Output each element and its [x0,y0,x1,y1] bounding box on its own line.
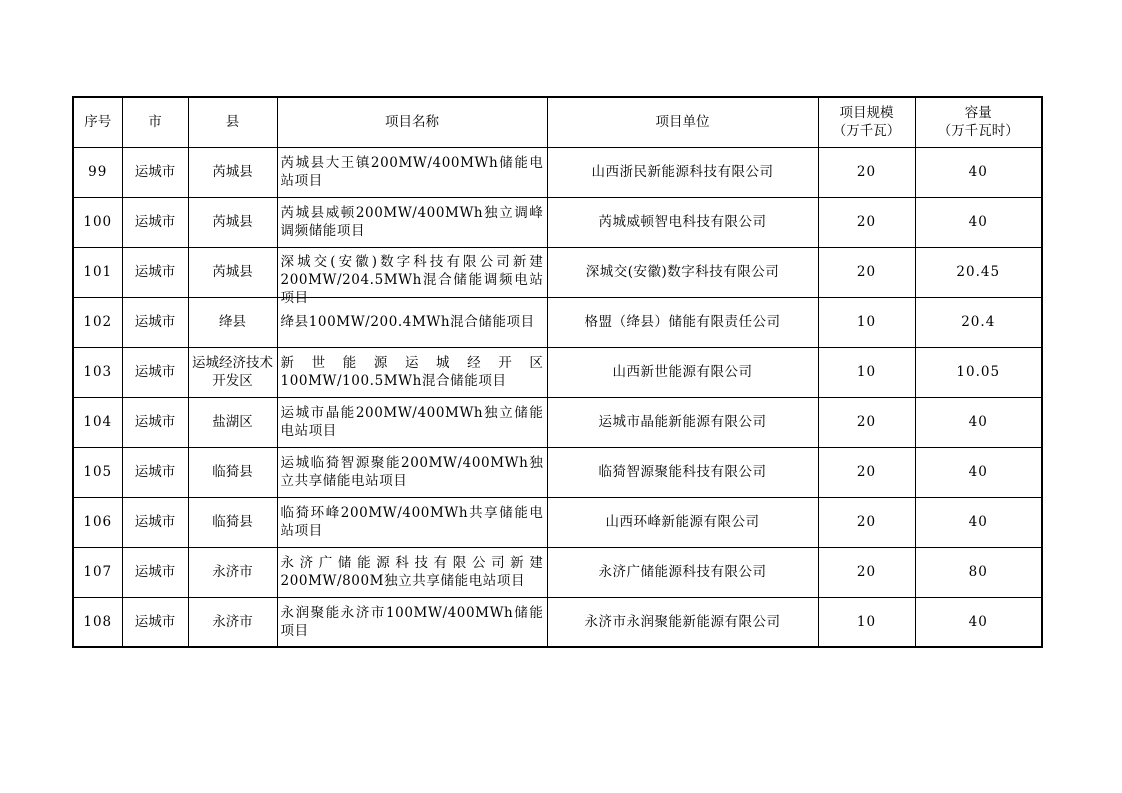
cell-project-unit: 山西环峰新能源有限公司 [547,497,818,547]
table-row [73,197,1042,247]
cell-scale: 20 [818,497,915,547]
cell-scale: 20 [818,547,915,597]
table-row [73,397,1042,447]
cell-county: 临猗县 [188,497,277,547]
cell-city: 运城市 [122,147,188,197]
table-row [73,147,1042,197]
cell-capacity: 20.45 [915,247,1042,297]
cell-seq: 104 [73,397,122,447]
header-city: 市 [122,97,188,147]
cell-capacity: 80 [915,547,1042,597]
project-name-text: 运城市晶能200MW/400MWh独立储能电站项目 [280,405,544,439]
cell-project-unit: 格盟（绛县）储能有限责任公司 [547,297,818,347]
cell-scale: 20 [818,247,915,297]
project-name-text: 运城临猗智源聚能200MW/400MWh独立共享储能电站项目 [280,455,544,489]
cell-project-unit: 永济市永润聚能新能源有限公司 [547,597,818,647]
table-row [73,247,1042,297]
project-name-text: 芮城县大王镇200MW/400MWh储能电站项目 [280,155,544,189]
table-row [73,347,1042,397]
cell-capacity: 40 [915,197,1042,247]
cell-seq: 108 [73,597,122,647]
project-name-text: 临猗环峰200MW/400MWh共享储能电站项目 [280,505,544,539]
cell-capacity: 40 [915,397,1042,447]
cell-scale: 10 [818,347,915,397]
table-row [73,497,1042,547]
cell-city: 运城市 [122,297,188,347]
cell-seq: 102 [73,297,122,347]
cell-capacity: 40 [915,147,1042,197]
cell-project-unit: 永济广储能源科技有限公司 [547,547,818,597]
cell-scale: 20 [818,447,915,497]
cell-county: 永济市 [188,597,277,647]
cell-county: 临猗县 [188,447,277,497]
cell-project-name [277,397,547,447]
header-project-name: 项目名称 [277,97,547,147]
cell-project-unit: 芮城威顿智电科技有限公司 [547,197,818,247]
project-name-text: 芮城县威顿200MW/400MWh独立调峰调频储能项目 [280,205,544,239]
cell-project-name [277,197,547,247]
table-row [73,447,1042,497]
cell-capacity: 40 [915,597,1042,647]
cell-city: 运城市 [122,247,188,297]
cell-county: 芮城县 [188,247,277,297]
cell-county: 芮城县 [188,197,277,247]
cell-county: 绛县 [188,297,277,347]
cell-project-unit: 运城市晶能新能源有限公司 [547,397,818,447]
cell-project-name [277,547,547,597]
cell-capacity: 10.05 [915,347,1042,397]
cell-capacity: 20.4 [915,297,1042,347]
cell-project-name [277,447,547,497]
cell-seq: 105 [73,447,122,497]
header-seq: 序号 [73,97,122,147]
cell-scale: 20 [818,197,915,247]
cell-project-unit: 深城交(安徽)数字科技有限公司 [547,247,818,297]
cell-county [188,347,277,397]
header-capacity [915,97,1042,147]
cell-project-name [277,347,547,397]
header-capacity-unit: （万千瓦时） [937,123,1019,140]
cell-seq: 107 [73,547,122,597]
project-name-text: 永润聚能永济市100MW/400MWh储能项目 [280,604,544,639]
header-project-unit: 项目单位 [547,97,818,147]
cell-project-unit: 山西新世能源有限公司 [547,347,818,397]
cell-project-unit: 临猗智源聚能科技有限公司 [547,447,818,497]
project-name-text: 永济广储能源科技有限公司新建200MW/800M独立共享储能电站项目 [280,555,544,589]
header-scale [818,97,915,147]
cell-seq: 101 [73,247,122,297]
cell-project-name [277,597,547,647]
cell-capacity: 40 [915,497,1042,547]
county-text: 运城经济技术开发区 [192,355,273,389]
project-name-text: 新世能源运城经开区100MW/100.5MWh混合储能项目 [280,355,544,389]
cell-seq: 106 [73,497,122,547]
cell-county: 盐湖区 [188,397,277,447]
cell-city: 运城市 [122,347,188,397]
header-scale-label: 项目规模 [839,105,894,122]
cell-project-name [277,297,547,347]
header-scale-unit: （万千瓦） [832,123,901,140]
table-header-row [73,97,1042,147]
cell-project-name [277,247,547,306]
table-row [73,597,1042,647]
cell-city: 运城市 [122,397,188,447]
project-name-text: 深城交(安徽)数字科技有限公司新建200MW/204.5MWh混合储能调频电站项目 [280,254,544,306]
cell-scale: 20 [818,397,915,447]
table-row [73,547,1042,597]
cell-capacity: 40 [915,447,1042,497]
cell-seq: 99 [73,147,122,197]
cell-county: 芮城县 [188,147,277,197]
cell-city: 运城市 [122,597,188,647]
cell-seq: 103 [73,347,122,397]
energy-storage-project-table [72,96,1043,648]
cell-scale: 10 [818,297,915,347]
cell-city: 运城市 [122,197,188,247]
cell-seq: 100 [73,197,122,247]
cell-scale: 20 [818,147,915,197]
cell-city: 运城市 [122,497,188,547]
project-name-text: 绛县100MW/200.4MWh混合储能项目 [280,314,535,330]
cell-project-unit: 山西浙民新能源科技有限公司 [547,147,818,197]
cell-county: 永济市 [188,547,277,597]
header-capacity-label: 容量 [964,105,992,122]
cell-city: 运城市 [122,447,188,497]
table-row [73,297,1042,347]
cell-city: 运城市 [122,547,188,597]
cell-project-name [277,147,547,197]
cell-project-name [277,497,547,547]
cell-scale: 10 [818,597,915,647]
header-county: 县 [188,97,277,147]
